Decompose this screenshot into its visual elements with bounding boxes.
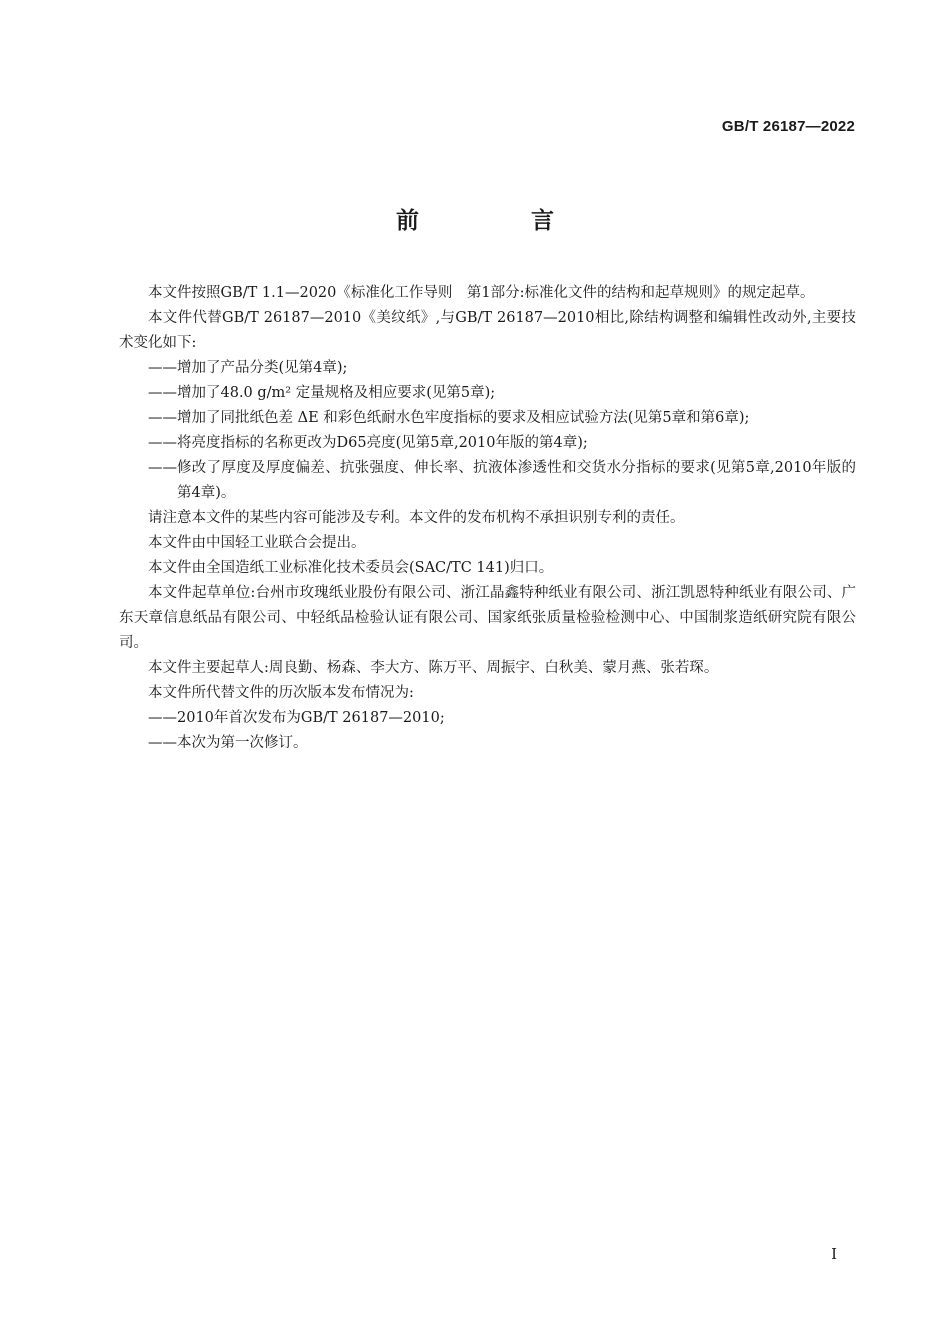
paragraph-proposed-by: 本文件由中国轻工业联合会提出。 [148, 535, 366, 551]
page-title: 前 言 [395, 208, 606, 234]
paragraph-under-jurisdiction: 本文件由全国造纸工业标准化技术委员会(SAC/TC 141)归口。 [148, 560, 554, 576]
paragraph-drafting-rules: 本文件按照GB/T 1.1—2020《标准化工作导则 第1部分:标准化文件的结构和起草规则》的规定起草。 [148, 285, 815, 301]
history-list [119, 706, 856, 756]
changes-list [119, 356, 856, 506]
standard-code-header: GB/T 26187—2022 [721, 118, 855, 135]
page-number: I [831, 1245, 837, 1263]
dash-bullet: —— [148, 360, 177, 376]
foreword-body [119, 281, 856, 756]
dash-bullet: —— [148, 460, 177, 476]
paragraph-history-intro: 本文件所代替文件的历次版本发布情况为: [148, 685, 414, 701]
dash-bullet: —— [148, 435, 177, 451]
paragraph-replaces: 本文件代替GB/T 26187—2010《美纹纸》,与GB/T 26187—2010相比,除结构调整和编辑性改动外,主要技术变化如下: [119, 310, 856, 351]
paragraph-patent-notice: 请注意本文件的某些内容可能涉及专利。本文件的发布机构不承担识别专利的责任。 [148, 510, 685, 526]
list-item: —— 本次为第一次修订。 [119, 731, 856, 756]
list-item: —— 增加了48.0 g/m² 定量规格及相应要求(见第5章); [119, 381, 856, 406]
list-item: —— 修改了厚度及厚度偏差、抗张强度、伸长率、抗液体渗透性和交货水分指标的要求(见第5章,2010年版的第4章)。 [119, 456, 856, 506]
dash-bullet: —— [148, 735, 177, 751]
list-item: —— 2010年首次发布为GB/T 26187—2010; [119, 706, 856, 731]
list-item: —— 增加了同批纸色差 ΔE 和彩色纸耐水色牢度指标的要求及相应试验方法(见第5章和第6章); [119, 406, 856, 431]
paragraph-drafting-units: 本文件起草单位:台州市玫瑰纸业股份有限公司、浙江晶鑫特种纸业有限公司、浙江凯恩特种纸业有限公司、广东天章信息纸品有限公司、中轻纸品检验认证有限公司、国家纸张质量检验检测中心、中国制浆造纸研究院有限公司。 [119, 585, 856, 651]
paragraph-drafters: 本文件主要起草人:周良勤、杨森、李大方、陈万平、周振宇、白秋美、蒙月燕、张若琛。 [148, 660, 719, 676]
dash-bullet: —— [148, 385, 177, 401]
dash-bullet: —— [148, 410, 177, 426]
list-item: —— 将亮度指标的名称更改为D65亮度(见第5章,2010年版的第4章); [119, 431, 856, 456]
list-item: —— 增加了产品分类(见第4章); [119, 356, 856, 381]
dash-bullet: —— [148, 710, 177, 726]
